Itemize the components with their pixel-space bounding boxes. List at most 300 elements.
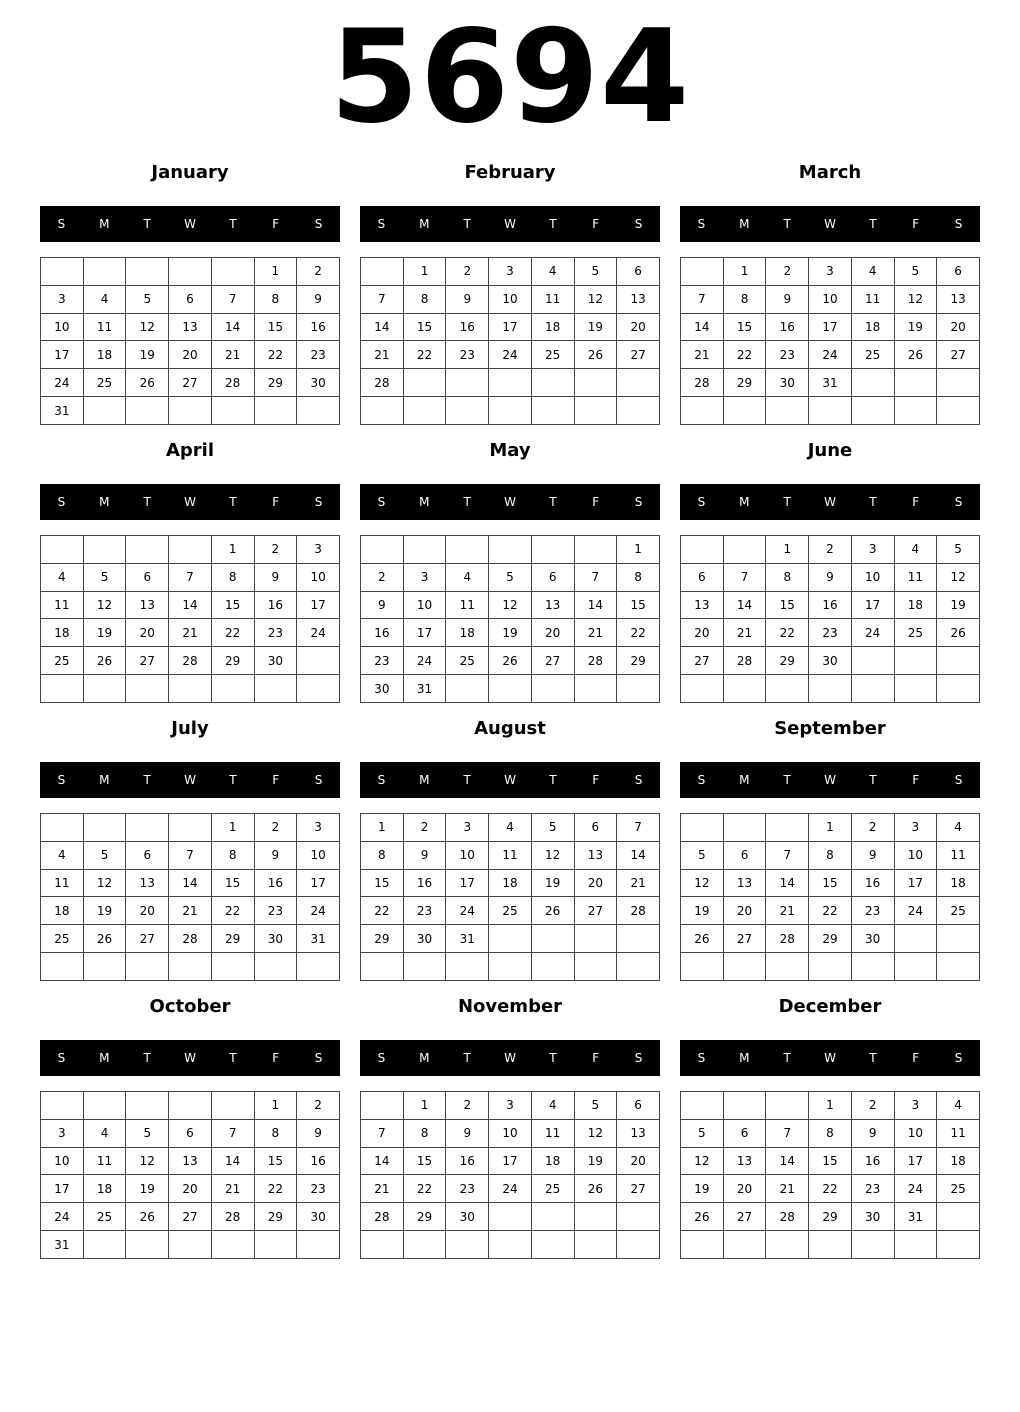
day-cell: [169, 1231, 212, 1259]
day-cell: [297, 397, 340, 425]
day-cell: 28: [169, 925, 212, 953]
day-cell: 24: [297, 619, 340, 647]
week-row: [41, 897, 340, 925]
day-cell: [723, 1092, 766, 1120]
day-cell: 31: [403, 675, 446, 703]
day-cell: 3: [297, 536, 340, 564]
day-cell: [41, 1092, 84, 1120]
day-cell: 10: [894, 841, 937, 869]
day-cell: [126, 536, 169, 564]
day-cell: 17: [403, 619, 446, 647]
day-cell: 11: [894, 563, 937, 591]
weekday-label: S: [697, 217, 706, 231]
day-cell: 7: [169, 841, 212, 869]
day-cell: 18: [894, 591, 937, 619]
day-cell: 27: [937, 341, 980, 369]
day-cell: 1: [403, 1092, 446, 1120]
week-row: [361, 285, 660, 313]
weekday-label: S: [954, 495, 963, 509]
day-cell: 13: [723, 1147, 766, 1175]
day-cell: 4: [41, 563, 84, 591]
day-cell: 29: [211, 925, 254, 953]
weekday-label: W: [504, 217, 516, 231]
month-name: November: [457, 996, 563, 1017]
day-cell: 16: [254, 869, 297, 897]
week-row: [41, 814, 340, 842]
week-row: [361, 1231, 660, 1259]
day-cell: [169, 258, 212, 286]
day-cell: 15: [254, 313, 297, 341]
week-row: [41, 313, 340, 341]
day-cell: 17: [851, 591, 894, 619]
week-row: [41, 925, 340, 953]
day-cell: [83, 814, 126, 842]
day-cell: 27: [723, 1203, 766, 1231]
day-cell: [489, 369, 532, 397]
day-cell: 15: [723, 313, 766, 341]
weekday-label: T: [549, 217, 557, 231]
day-cell: 11: [937, 841, 980, 869]
day-cell: 23: [254, 619, 297, 647]
day-cell: 30: [446, 1203, 489, 1231]
day-cell: [531, 925, 574, 953]
day-cell: 13: [681, 591, 724, 619]
day-cell: 26: [574, 1175, 617, 1203]
weekday-label: S: [377, 495, 386, 509]
day-cell: [361, 397, 404, 425]
day-cell: 24: [851, 619, 894, 647]
day-cell: 23: [297, 341, 340, 369]
week-row: [361, 953, 660, 981]
day-cell: [851, 397, 894, 425]
day-cell: 24: [41, 369, 84, 397]
day-cell: 3: [403, 563, 446, 591]
day-cell: 20: [531, 619, 574, 647]
day-cell: [531, 1231, 574, 1259]
day-cell: [83, 1092, 126, 1120]
weekday-label: T: [143, 1051, 151, 1065]
day-cell: 21: [766, 1175, 809, 1203]
day-cell: 18: [937, 869, 980, 897]
day-cell: 6: [126, 563, 169, 591]
weekday-label: S: [57, 495, 66, 509]
day-cell: 2: [851, 814, 894, 842]
week-row: [41, 1119, 340, 1147]
day-cell: 9: [297, 285, 340, 313]
weekday-label: F: [592, 773, 600, 787]
day-cell: 16: [766, 313, 809, 341]
day-cell: 21: [169, 619, 212, 647]
day-cell: 20: [169, 341, 212, 369]
day-cell: 4: [894, 536, 937, 564]
week-row: [681, 675, 980, 703]
weekday-label: S: [57, 217, 66, 231]
weekday-label: T: [869, 495, 877, 509]
week-row: [41, 1092, 340, 1120]
day-cell: 14: [574, 591, 617, 619]
weekday-label: T: [463, 217, 471, 231]
month-name: April: [165, 440, 215, 461]
day-cell: [851, 369, 894, 397]
day-cell: 30: [403, 925, 446, 953]
day-cell: 27: [126, 647, 169, 675]
day-cell: 8: [361, 841, 404, 869]
day-cell: 16: [446, 313, 489, 341]
day-cell: 24: [894, 897, 937, 925]
day-cell: 30: [254, 647, 297, 675]
weekday-label: T: [549, 773, 557, 787]
day-cell: [403, 369, 446, 397]
weekday-label: F: [912, 495, 920, 509]
week-row: [361, 369, 660, 397]
day-cell: [617, 1231, 660, 1259]
day-cell: 25: [489, 897, 532, 925]
day-cell: [126, 1231, 169, 1259]
day-cell: 29: [723, 369, 766, 397]
week-row: [361, 1092, 660, 1120]
day-cell: 6: [169, 285, 212, 313]
weekday-label: F: [912, 773, 920, 787]
day-cell: 25: [83, 1203, 126, 1231]
day-cell: [446, 675, 489, 703]
week-row: [681, 869, 980, 897]
week-row: [41, 285, 340, 313]
day-cell: 18: [531, 313, 574, 341]
day-cell: 23: [446, 341, 489, 369]
week-row: [681, 563, 980, 591]
day-cell: 29: [361, 925, 404, 953]
weekday-label: W: [504, 495, 516, 509]
day-cell: [894, 397, 937, 425]
day-cell: 14: [361, 1147, 404, 1175]
day-cell: 25: [937, 1175, 980, 1203]
day-cell: 15: [809, 1147, 852, 1175]
day-cell: [489, 953, 532, 981]
day-cell: 23: [851, 1175, 894, 1203]
day-cell: 8: [809, 841, 852, 869]
day-cell: 18: [83, 1175, 126, 1203]
week-row: [681, 647, 980, 675]
day-cell: 26: [489, 647, 532, 675]
day-cell: [531, 953, 574, 981]
day-cell: 19: [574, 1147, 617, 1175]
day-cell: [894, 953, 937, 981]
day-cell: 14: [617, 841, 660, 869]
day-cell: 6: [681, 563, 724, 591]
week-row: [681, 1175, 980, 1203]
day-cell: 3: [851, 536, 894, 564]
day-cell: 22: [723, 341, 766, 369]
month-february: [360, 158, 660, 428]
day-grid: [360, 257, 660, 425]
week-row: [681, 1119, 980, 1147]
weekday-label: M: [739, 773, 750, 787]
weekday-label: T: [783, 217, 791, 231]
day-cell: [851, 1231, 894, 1259]
weekday-label: M: [419, 773, 430, 787]
day-cell: 2: [851, 1092, 894, 1120]
day-cell: 1: [254, 258, 297, 286]
week-row: [361, 869, 660, 897]
day-cell: 14: [361, 313, 404, 341]
day-cell: 11: [937, 1119, 980, 1147]
weekday-label: T: [783, 495, 791, 509]
day-cell: [617, 1203, 660, 1231]
day-cell: [809, 397, 852, 425]
weekday-label: S: [697, 1051, 706, 1065]
week-row: [361, 563, 660, 591]
day-cell: [894, 675, 937, 703]
day-cell: 6: [574, 814, 617, 842]
day-cell: [446, 397, 489, 425]
day-cell: 20: [126, 897, 169, 925]
day-cell: 17: [41, 341, 84, 369]
day-cell: 10: [403, 591, 446, 619]
day-cell: 18: [83, 341, 126, 369]
day-cell: 9: [446, 1119, 489, 1147]
day-cell: 9: [766, 285, 809, 313]
day-cell: [894, 925, 937, 953]
day-cell: 1: [766, 536, 809, 564]
week-row: [681, 285, 980, 313]
week-row: [681, 814, 980, 842]
weekday-label: T: [229, 1051, 237, 1065]
weekday-label: W: [184, 1051, 196, 1065]
day-cell: 28: [211, 1203, 254, 1231]
week-row: [681, 313, 980, 341]
day-cell: 30: [809, 647, 852, 675]
weekday-label: W: [184, 495, 196, 509]
day-cell: 26: [83, 647, 126, 675]
month-april: [40, 436, 340, 706]
week-row: [41, 1231, 340, 1259]
day-grid: [40, 813, 340, 981]
day-cell: 8: [766, 563, 809, 591]
weekday-label: T: [229, 217, 237, 231]
day-cell: 23: [446, 1175, 489, 1203]
day-cell: 30: [851, 1203, 894, 1231]
day-cell: 19: [937, 591, 980, 619]
day-cell: 11: [851, 285, 894, 313]
week-row: [681, 1231, 980, 1259]
day-cell: [169, 675, 212, 703]
day-cell: 22: [211, 897, 254, 925]
weekday-header: [360, 484, 660, 520]
week-row: [681, 925, 980, 953]
week-row: [361, 897, 660, 925]
day-cell: 25: [894, 619, 937, 647]
day-cell: 4: [531, 258, 574, 286]
day-cell: 4: [41, 841, 84, 869]
day-cell: 28: [361, 1203, 404, 1231]
weekday-label: S: [314, 773, 323, 787]
weekday-header: [680, 1040, 980, 1076]
day-cell: 15: [403, 1147, 446, 1175]
day-cell: 4: [446, 563, 489, 591]
day-cell: [574, 1231, 617, 1259]
week-row: [681, 841, 980, 869]
day-cell: 12: [126, 313, 169, 341]
day-cell: [83, 397, 126, 425]
day-cell: 2: [361, 563, 404, 591]
day-cell: [681, 814, 724, 842]
day-cell: 22: [766, 619, 809, 647]
weekday-header: [40, 1040, 340, 1076]
day-cell: 16: [297, 313, 340, 341]
day-cell: 26: [126, 1203, 169, 1231]
day-cell: 21: [681, 341, 724, 369]
day-cell: 19: [894, 313, 937, 341]
day-cell: 23: [851, 897, 894, 925]
week-row: [41, 258, 340, 286]
day-cell: [126, 814, 169, 842]
day-cell: 27: [617, 1175, 660, 1203]
day-cell: 6: [531, 563, 574, 591]
weekday-label: M: [99, 773, 110, 787]
day-cell: 10: [809, 285, 852, 313]
day-cell: 9: [361, 591, 404, 619]
day-cell: [766, 397, 809, 425]
day-cell: 10: [851, 563, 894, 591]
day-cell: [617, 369, 660, 397]
day-cell: 6: [723, 1119, 766, 1147]
day-cell: 22: [403, 341, 446, 369]
day-cell: 30: [851, 925, 894, 953]
day-cell: 13: [126, 591, 169, 619]
day-cell: 31: [894, 1203, 937, 1231]
day-cell: 16: [851, 869, 894, 897]
day-cell: 4: [83, 1119, 126, 1147]
day-cell: [851, 675, 894, 703]
day-cell: 10: [446, 841, 489, 869]
day-cell: [937, 397, 980, 425]
day-cell: [723, 675, 766, 703]
day-cell: [403, 953, 446, 981]
day-cell: [617, 953, 660, 981]
day-cell: 17: [41, 1175, 84, 1203]
day-cell: [937, 647, 980, 675]
day-cell: 26: [681, 925, 724, 953]
day-cell: [723, 814, 766, 842]
day-cell: 27: [169, 1203, 212, 1231]
week-row: [681, 1092, 980, 1120]
day-cell: 13: [617, 1119, 660, 1147]
weekday-label: S: [57, 773, 66, 787]
day-cell: 3: [446, 814, 489, 842]
day-cell: 8: [254, 285, 297, 313]
weekday-label: T: [869, 773, 877, 787]
day-cell: [574, 675, 617, 703]
day-cell: [211, 397, 254, 425]
day-cell: 11: [531, 285, 574, 313]
week-row: [681, 619, 980, 647]
day-grid: [40, 535, 340, 703]
day-cell: 21: [211, 341, 254, 369]
day-cell: 24: [297, 897, 340, 925]
day-cell: 10: [489, 285, 532, 313]
weekday-label: T: [869, 217, 877, 231]
day-cell: 3: [297, 814, 340, 842]
day-cell: [681, 1092, 724, 1120]
day-cell: 22: [254, 1175, 297, 1203]
day-cell: 12: [489, 591, 532, 619]
day-cell: [894, 1231, 937, 1259]
weekday-header: [40, 762, 340, 798]
day-cell: 15: [766, 591, 809, 619]
day-cell: 14: [681, 313, 724, 341]
day-cell: 18: [41, 897, 84, 925]
weekday-label: T: [549, 1051, 557, 1065]
day-cell: [766, 675, 809, 703]
day-cell: [766, 1092, 809, 1120]
day-cell: 10: [297, 563, 340, 591]
day-cell: 18: [446, 619, 489, 647]
weekday-label: M: [419, 495, 430, 509]
day-cell: 2: [254, 536, 297, 564]
day-cell: 25: [41, 925, 84, 953]
weekday-label: T: [143, 495, 151, 509]
day-cell: 14: [723, 591, 766, 619]
weekday-label: W: [824, 1051, 836, 1065]
day-cell: [489, 536, 532, 564]
weekday-label: F: [272, 773, 280, 787]
month-september: [680, 714, 980, 984]
day-cell: [83, 953, 126, 981]
day-cell: [297, 953, 340, 981]
day-cell: 20: [617, 313, 660, 341]
day-cell: [126, 953, 169, 981]
day-cell: [41, 258, 84, 286]
weekday-header: [680, 484, 980, 520]
day-cell: 31: [41, 397, 84, 425]
day-cell: 16: [361, 619, 404, 647]
day-cell: 2: [297, 258, 340, 286]
week-row: [361, 647, 660, 675]
day-cell: [681, 953, 724, 981]
weekday-label: S: [697, 495, 706, 509]
week-row: [361, 313, 660, 341]
day-cell: [574, 369, 617, 397]
weekday-label: S: [634, 1051, 643, 1065]
month-name: September: [774, 718, 886, 739]
month-name: January: [151, 162, 229, 183]
day-cell: [361, 1231, 404, 1259]
week-row: [41, 1203, 340, 1231]
day-cell: 3: [41, 1119, 84, 1147]
day-cell: 12: [894, 285, 937, 313]
day-cell: 17: [446, 869, 489, 897]
day-cell: 15: [211, 869, 254, 897]
month-name: May: [489, 440, 531, 461]
month-december: [680, 992, 980, 1262]
day-cell: [489, 675, 532, 703]
weekday-header: [360, 1040, 660, 1076]
day-cell: 13: [126, 869, 169, 897]
weekday-label: S: [377, 773, 386, 787]
day-cell: 17: [894, 1147, 937, 1175]
day-cell: 28: [211, 369, 254, 397]
day-cell: [169, 536, 212, 564]
weekday-label: W: [824, 495, 836, 509]
day-cell: 4: [937, 1092, 980, 1120]
day-cell: 10: [297, 841, 340, 869]
day-cell: 6: [617, 1092, 660, 1120]
day-cell: [531, 397, 574, 425]
day-cell: 7: [574, 563, 617, 591]
day-cell: 23: [809, 619, 852, 647]
day-cell: 7: [617, 814, 660, 842]
week-row: [681, 953, 980, 981]
